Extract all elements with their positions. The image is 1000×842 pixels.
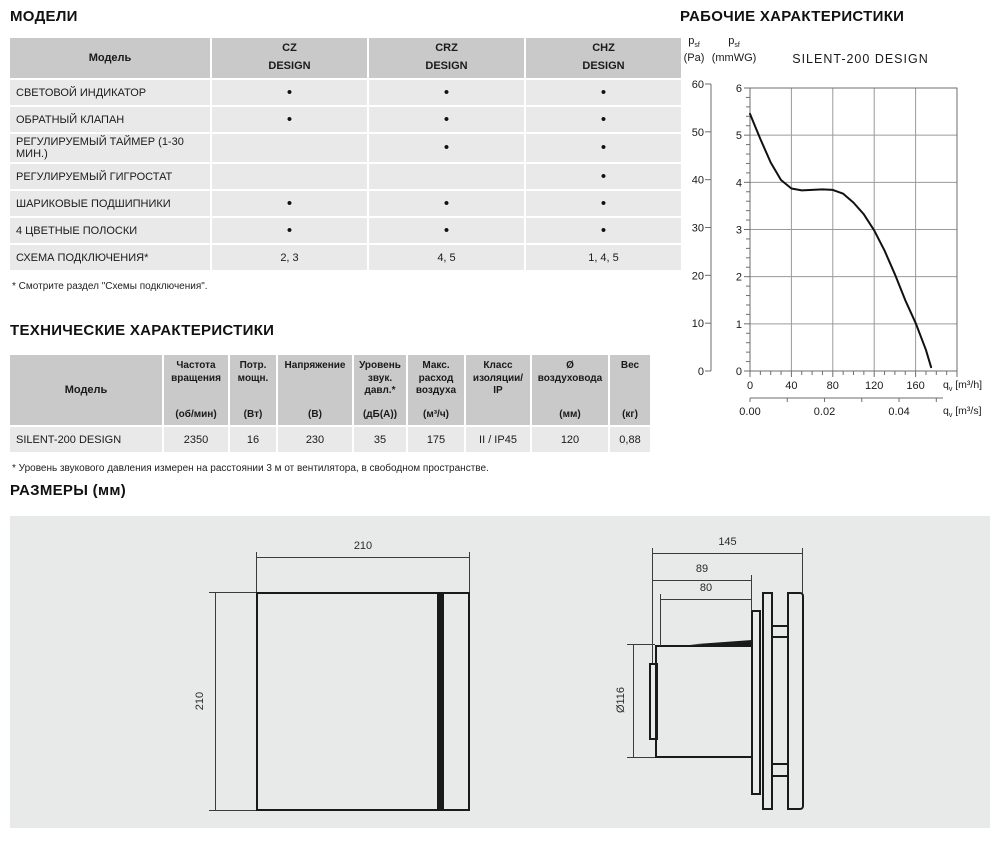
feature-value: • — [369, 134, 524, 162]
tech-footnote: * Уровень звукового давления измерен на расстоянии 3 м от вентилятора, в свободном пространстве. — [12, 463, 489, 474]
feature-value: • — [369, 218, 524, 243]
feature-label: ШАРИКОВЫЕ ПОДШИПНИКИ — [10, 191, 210, 216]
svg-text:30: 30 — [691, 222, 704, 235]
feature-value: • — [526, 134, 681, 162]
side-view-cable — [686, 637, 754, 649]
dim-line — [256, 557, 470, 558]
tech-col-header: Ø воздуховода (мм) — [532, 355, 608, 425]
table-row — [10, 245, 681, 270]
table-row — [10, 134, 681, 162]
svg-text:1: 1 — [735, 318, 742, 331]
tech-header-model: Модель — [10, 355, 162, 425]
tech-value: 175 — [408, 427, 464, 452]
svg-text:20: 20 — [691, 270, 704, 283]
feature-label: СХЕМА ПОДКЛЮЧЕНИЯ* — [10, 245, 210, 270]
dim-side-80: 80 — [699, 582, 713, 594]
svg-text:60: 60 — [691, 79, 704, 91]
svg-text:160: 160 — [906, 380, 925, 392]
models-footnote: * Смотрите раздел "Схемы подключения". — [12, 281, 208, 292]
chart-ticks — [705, 84, 957, 402]
svg-text:80: 80 — [826, 380, 839, 392]
models-header-chz: CHZ DESIGN — [526, 38, 681, 78]
feature-value: 1, 4, 5 — [526, 245, 681, 270]
svg-text:5: 5 — [735, 130, 742, 143]
feature-label: РЕГУЛИРУЕМЫЙ ТАЙМЕР (1-30 МИН.) — [10, 134, 210, 162]
svg-text:2: 2 — [735, 271, 742, 284]
dim-line — [633, 644, 634, 758]
dim-line — [652, 553, 803, 554]
svg-text:0.04: 0.04 — [888, 406, 910, 418]
tech-section-title: ТЕХНИЧЕСКИЕ ХАРАКТЕРИСТИКИ — [10, 322, 275, 339]
svg-text:6: 6 — [735, 83, 742, 95]
chart-title: SILENT-200 DESIGN — [792, 52, 929, 66]
svg-text:4: 4 — [735, 177, 742, 190]
models-header-row — [10, 38, 681, 78]
side-view-duct — [655, 645, 753, 758]
feature-label: ОБРАТНЫЙ КЛАПАН — [10, 107, 210, 132]
tech-col-header: Класс изоляции/ IP — [466, 355, 530, 425]
feature-value — [212, 164, 367, 189]
feature-value: • — [526, 107, 681, 132]
feature-value — [212, 134, 367, 162]
dim-ext — [469, 552, 470, 592]
svg-text:0.00: 0.00 — [739, 406, 761, 418]
feature-value: • — [526, 80, 681, 105]
dim-line — [215, 592, 216, 811]
svg-text:50: 50 — [691, 126, 704, 139]
dimensions-panel — [10, 516, 990, 828]
svg-text:0.02: 0.02 — [813, 406, 836, 418]
dim-ext — [627, 757, 655, 758]
tech-col-header: Макс. расход воздуха (м³/ч) — [408, 355, 464, 425]
dim-front-width: 210 — [353, 540, 373, 552]
feature-value: • — [369, 80, 524, 105]
models-table — [8, 36, 683, 272]
tech-header-row — [10, 355, 650, 425]
tech-model-name: SILENT-200 DESIGN — [10, 427, 162, 452]
dim-ext — [627, 644, 655, 645]
x-axis-label-m3s: $q_v$ [m³/s] — [943, 405, 982, 420]
front-view-stripe — [437, 594, 444, 809]
feature-value: • — [526, 164, 681, 189]
performance-section-title: РАБОЧИЕ ХАРАКТЕРИСТИКИ — [680, 8, 905, 25]
dim-side-89: 89 — [695, 563, 709, 575]
side-view-flange — [751, 610, 761, 795]
models-header-crz: CRZ DESIGN — [369, 38, 524, 78]
svg-text:40: 40 — [691, 174, 704, 187]
chart-grid — [750, 88, 957, 371]
feature-value: • — [212, 218, 367, 243]
fan-curve — [750, 114, 931, 367]
table-row — [10, 191, 681, 216]
table-row — [10, 107, 681, 132]
svg-text:0: 0 — [735, 366, 742, 378]
x-axis-label-m3h: $q_v$ [m³/h] — [943, 379, 983, 394]
table-row — [10, 80, 681, 105]
table-row — [10, 164, 681, 189]
tech-col-header: Уровень звук. давл.* (дБ(А)) — [354, 355, 406, 425]
dim-side-diameter: Ø116 — [615, 686, 627, 714]
dim-ext — [209, 810, 256, 811]
feature-label: РЕГУЛИРУЕМЫЙ ГИГРОСТАТ — [10, 164, 210, 189]
tech-value: 2350 — [164, 427, 228, 452]
tech-col-header: Напряжение (В) — [278, 355, 352, 425]
feature-value: • — [369, 107, 524, 132]
tech-table — [8, 353, 652, 454]
dim-ext — [660, 594, 661, 646]
feature-value — [369, 164, 524, 189]
svg-text:10: 10 — [691, 318, 704, 331]
dim-ext — [209, 592, 256, 593]
tech-value: II / IP45 — [466, 427, 530, 452]
tech-col-header: Потр. мощн. (Вт) — [230, 355, 276, 425]
svg-text:40: 40 — [785, 380, 798, 392]
side-view-duct-lip — [649, 663, 658, 740]
performance-chart — [678, 30, 1000, 435]
dim-line — [652, 580, 752, 581]
feature-label: 4 ЦВЕТНЫЕ ПОЛОСКИ — [10, 218, 210, 243]
chart-axis-tick-labels — [692, 79, 925, 418]
table-row — [10, 427, 650, 452]
tech-col-header: Вес (кг) — [610, 355, 650, 425]
feature-value: • — [526, 218, 681, 243]
models-header-cz: CZ DESIGN — [212, 38, 367, 78]
feature-label: СВЕТОВОЙ ИНДИКАТОР — [10, 80, 210, 105]
feature-value: • — [369, 191, 524, 216]
svg-text:0: 0 — [697, 366, 704, 378]
y-axis-label-pa: $p_{sf}$ (Pa) — [683, 35, 705, 64]
dimensions-section-title: РАЗМЕРЫ (мм) — [10, 482, 127, 499]
svg-text:120: 120 — [865, 380, 884, 392]
dim-ext — [802, 548, 803, 593]
dim-ext — [256, 552, 257, 592]
feature-value: • — [212, 191, 367, 216]
dim-line — [660, 599, 752, 600]
tech-value: 230 — [278, 427, 352, 452]
tech-col-header: Частота вращения (об/мин) — [164, 355, 228, 425]
svg-text:3: 3 — [735, 224, 742, 237]
dim-side-depth: 145 — [718, 536, 737, 548]
side-view-cover — [787, 592, 804, 810]
feature-value: • — [212, 80, 367, 105]
svg-text:0: 0 — [746, 380, 754, 392]
feature-value: • — [526, 191, 681, 216]
tech-value: 0,88 — [610, 427, 650, 452]
dim-front-height: 210 — [194, 691, 206, 711]
models-header-model: Модель — [10, 38, 210, 78]
tech-value: 120 — [532, 427, 608, 452]
fan-curve-plot — [678, 30, 1000, 435]
y-axis-label-mmwg: $p_{sf}$ (mmWG) — [711, 35, 757, 64]
tech-value: 35 — [354, 427, 406, 452]
feature-value: 4, 5 — [369, 245, 524, 270]
feature-value: 2, 3 — [212, 245, 367, 270]
models-section-title: МОДЕЛИ — [10, 8, 78, 25]
feature-value: • — [212, 107, 367, 132]
table-row — [10, 218, 681, 243]
tech-value: 16 — [230, 427, 276, 452]
